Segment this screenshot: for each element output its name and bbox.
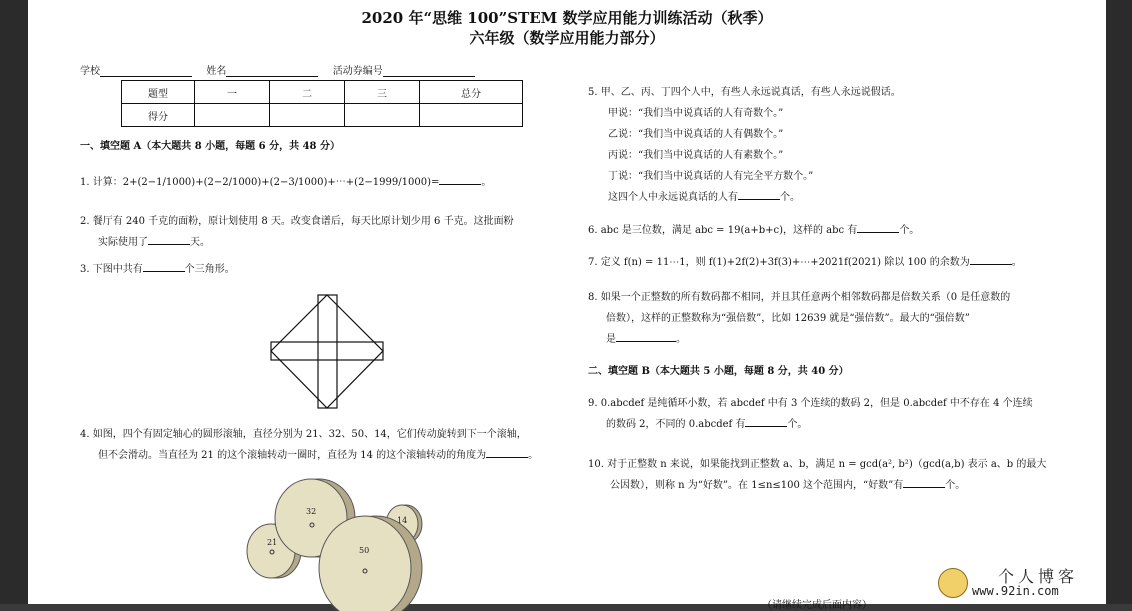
table-row	[122, 104, 523, 127]
roller-label: 21	[267, 538, 278, 547]
question-4: 4. 如图，四个有固定轴心的圆形滚轴，直径分别为 21、32、50、14，它们传动旋转到下一个滚轴， 但不会滑动。当直径为 21 的这个滚轴转动一圈时，直径为 14 的这个滚轴转动的角度为 。	[80, 429, 539, 461]
answer-blank	[616, 332, 676, 342]
continue-note: （请继续完成后面内容）	[762, 600, 872, 611]
answer-blank	[857, 223, 899, 233]
table-header: 总分	[420, 81, 523, 104]
answer-blank	[745, 417, 787, 427]
question-9: 9. 0.abcdef 是纯循环小数，若 abcdef 中有 3 个连续的数码 2，但是 0.abcdef 中不存在 4 个连续 的数码 2，不同的 0.abcdef 有 个。	[588, 398, 1033, 430]
table-header: 二	[270, 81, 345, 104]
answer-blank	[970, 255, 1012, 265]
answer-blank	[148, 235, 190, 245]
question-8: 8. 如果一个正整数的所有数码都不相同，并且其任意两个相邻数码都是倍数关系（0 是任意数的 倍数），这样的正整数称为“强倍数”，比如 12639 就是“强倍数”。最大的“强倍数” 是 。	[588, 292, 1011, 345]
name-blank	[226, 66, 318, 77]
table-header: 三	[345, 81, 420, 104]
question-1: 1. 计算：2+(2−1/1000)+(2−2/1000)+(2−3/1000)+⋯+(2−1999/1000)= 。	[80, 177, 492, 188]
score-cell	[420, 104, 523, 127]
watermark-logo	[938, 564, 1106, 604]
page-subtitle: 六年级（数学应用能力部分）	[469, 29, 665, 47]
mascot-icon	[938, 568, 968, 598]
table-header: 一	[195, 81, 270, 104]
triangle-figure	[268, 292, 428, 412]
table-row	[122, 81, 523, 104]
question-3: 3. 下图中共有 个三角形。	[80, 264, 235, 275]
answer-blank	[143, 262, 185, 272]
question-10: 10. 对于正整数 n 来说，如果能找到正整数 a、b，满足 n = gcd(a², b²)（gcd(a,b) 表示 a、b 的最大 公因数），则称 n 为“好数”。在 1≤n≤100 这个范围内，“好数”有 个。	[588, 459, 1047, 491]
name-label: 姓名	[206, 66, 227, 77]
answer-blank	[486, 448, 528, 458]
left-gutter	[0, 0, 28, 604]
answer-blank	[903, 478, 945, 488]
table-row-label: 得分	[122, 104, 195, 127]
ticket-label: 活动券编号	[332, 66, 383, 77]
logo-url: www.92in.com	[972, 584, 1059, 598]
score-cell	[195, 104, 270, 127]
school-blank	[100, 66, 192, 77]
section-heading-a: 一、填空题 A（本大题共 8 小题，每题 6 分，共 48 分）	[80, 141, 340, 152]
answer-blank	[439, 175, 481, 185]
question-5: 5. 甲、乙、丙、丁四个人中，有些人永远说真话，有些人永远说假话。 甲说：“我们当中说真话的人有奇数个。” 乙说：“我们当中说真话的人有偶数个。” 丙说：“我们当中说真话的人有素数个。” 丁说：“我们当中说真话的人有完全平方数个。” 这四个人中永远说真话的人有 个。	[588, 87, 901, 203]
score-cell	[270, 104, 345, 127]
page-title: 2020 年“思维 100”STEM 数学应用能力训练活动（秋季）	[361, 9, 773, 27]
right-scrollbar[interactable]	[1106, 0, 1132, 604]
question-2: 2. 餐厅有 240 千克的面粉，原计划使用 8 天。改变食谱后，每天比原计划少用 6 千克。这批面粉 实际使用了 天。	[80, 216, 514, 248]
answer-blank	[738, 190, 780, 200]
section-heading-b: 二、填空题 B（本大题共 5 小题，每题 8 分，共 40 分）	[588, 366, 849, 377]
document-page	[28, 0, 1106, 611]
roller-label: 50	[359, 546, 370, 555]
table-header: 题型	[122, 81, 195, 104]
ticket-blank	[383, 66, 475, 77]
question-7: 7. 定义 f(n) = 11⋯1，则 f(1)+2f(2)+3f(3)+⋯+2021f(2021) 除以 100 的余数为 。	[588, 257, 1022, 268]
school-label: 学校	[80, 66, 100, 77]
roller-label: 32	[306, 507, 317, 516]
student-info-line	[80, 62, 475, 77]
score-table	[121, 80, 523, 127]
roller-label: 14	[397, 516, 408, 525]
logo-text: 个人博客	[998, 567, 1079, 586]
score-cell	[345, 104, 420, 127]
question-6: 6. abc 是三位数，满足 abc = 19(a+b+c)，这样的 abc 有 个。	[588, 225, 920, 236]
rollers-figure	[238, 478, 438, 604]
